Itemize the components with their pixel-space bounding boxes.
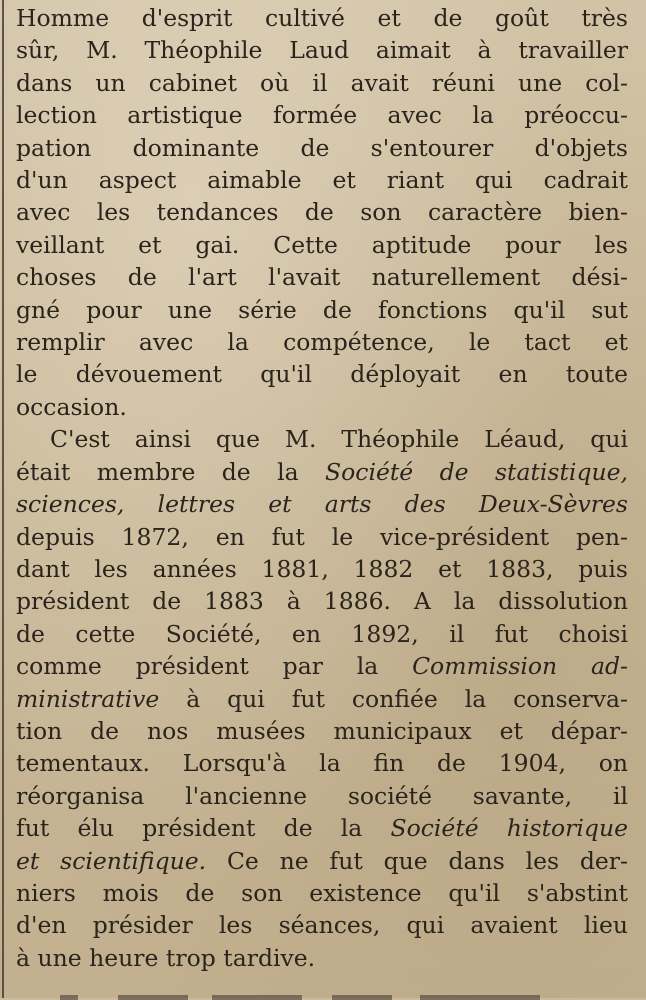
text-line: d'en présider les séances, qui avaient lieu xyxy=(16,911,628,940)
text-line xyxy=(16,812,628,844)
text-line: remplir avec la compétence, le tact et xyxy=(16,328,628,357)
text-line: gné pour une série de fonctions qu'il sut xyxy=(16,295,628,324)
text-line: niers mois de son existence qu'il s'abstint xyxy=(16,878,628,907)
text-segment: Ce ne fut que dans les der- xyxy=(206,846,628,875)
text-line: pation dominante de s'entourer d'objets xyxy=(16,133,628,162)
article-column xyxy=(16,2,628,974)
text-line: choses de l'art l'avait naturellement dési- xyxy=(16,263,628,292)
column-rule xyxy=(2,0,4,998)
paragraph-2 xyxy=(16,423,628,974)
paragraph-1 xyxy=(16,2,628,423)
text-line: Homme d'esprit cultivé et de goût très xyxy=(16,4,628,32)
text-line: C'est ainsi que M. Théophile Léaud, qui xyxy=(50,425,628,454)
text-line: sûr, M. Théophile Laud aimait à travailler xyxy=(16,36,628,65)
italic-title: sciences, lettres et arts des Deux-Sèvres xyxy=(16,490,628,519)
text-line: d'un aspect aimable et riant qui cadrait xyxy=(16,166,628,195)
text-line xyxy=(16,650,628,682)
text-line: dans un cabinet où il avait réuni une col- xyxy=(16,68,628,97)
text-line: de cette Société, en 1892, il fut choisi xyxy=(16,619,628,648)
italic-title: Commission ad- xyxy=(412,652,628,681)
italic-title: Société de statistique, xyxy=(325,457,628,486)
cropped-next-line xyxy=(60,988,620,1000)
text-line: depuis 1872, en fut le vice-président pen- xyxy=(16,522,628,551)
text-line xyxy=(16,488,628,520)
italic-title: ministrative xyxy=(16,684,160,713)
italic-title: et scientifique. xyxy=(16,846,207,875)
text-line: avec les tendances de son caractère bien- xyxy=(16,198,628,227)
text-line: à une heure trop tardive. xyxy=(16,943,316,972)
text-line: président de 1883 à 1886. A la dissolution xyxy=(16,587,628,616)
text-segment: était membre de la xyxy=(16,457,326,486)
text-segment: fut élu président de la xyxy=(16,814,391,843)
text-line: le dévouement qu'il déployait en toute xyxy=(16,360,628,389)
text-segment: comme président par la xyxy=(16,652,413,681)
text-line: veillant et gai. Cette aptitude pour les xyxy=(16,230,628,259)
text-line: tion de nos musées municipaux et dépar- xyxy=(16,716,628,745)
text-line: tementaux. Lorsqu'à la fin de 1904, on xyxy=(16,749,628,778)
text-segment: à qui fut confiée la conserva- xyxy=(159,684,628,713)
text-line xyxy=(16,845,628,877)
text-line: occasion. xyxy=(16,392,127,421)
text-line: réorganisa l'ancienne société savante, il xyxy=(16,781,628,810)
text-line xyxy=(16,683,628,715)
text-line: dant les années 1881, 1882 et 1883, puis xyxy=(16,554,628,583)
italic-title: Société historique xyxy=(390,814,628,843)
text-line xyxy=(16,456,628,488)
text-line: lection artistique formée avec la préoccu- xyxy=(16,101,628,130)
